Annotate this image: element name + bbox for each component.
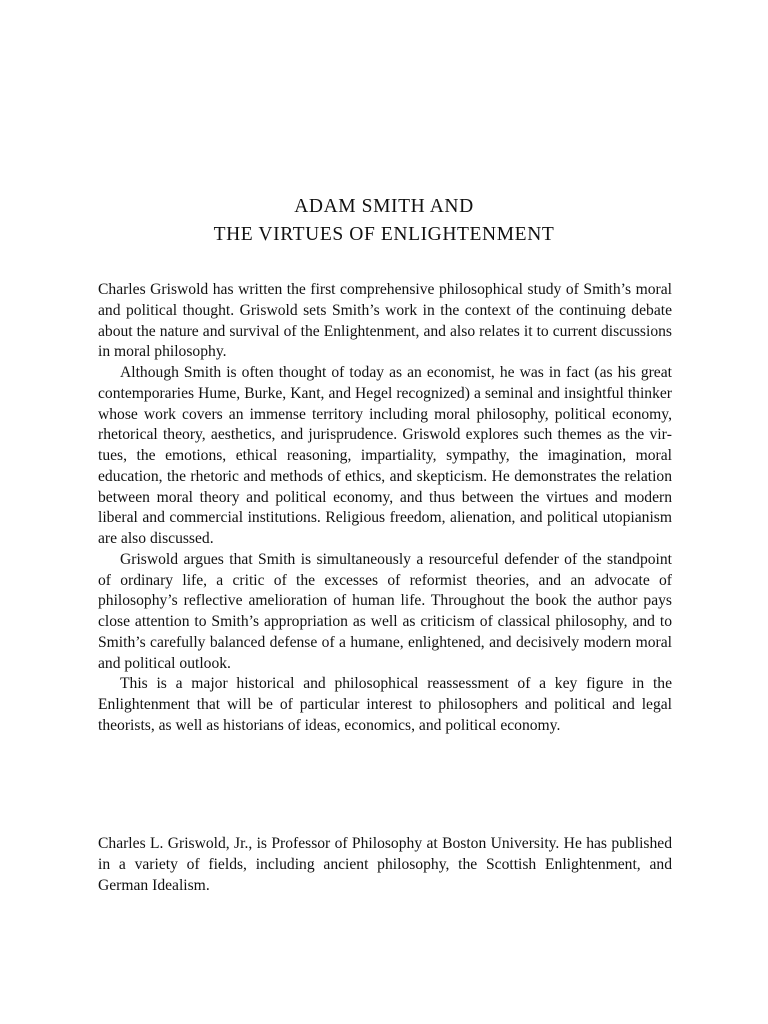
- description-paragraph-4: This is a major historical and philosophical reassessment of a key figure in the Enlightenment that will be of particular interest to philosophers and political and legal theorists, as well as historians of ideas, economics, and political economy.: [98, 675, 672, 734]
- description-paragraph-1: Charles Griswold has written the first comprehensive philosophical study of Smith’s moral and political thought. Griswold sets Smith’s work in the context of the continuing debate about the nature and survival of the Enlightenment, and also relates it to current discussions in moral philosophy.: [98, 281, 672, 361]
- author-bio: Charles L. Griswold, Jr., is Professor of Philosophy at Boston University. He has published in a variety of fields, including ancient philosophy, the Scottish Enlightenment, and German Idealism.: [98, 835, 672, 894]
- book-title: [0, 193, 768, 249]
- description-paragraph-2: Although Smith is often thought of today as an economist, he was in fact (as his great contemporaries Hume, Burke, Kant, and Hegel recognized) a seminal and insightful thinker whose work covers an immense territory including moral philosophy, political economy, rhetorical theory, aesthetics, and jurisprudence. Griswold explores such themes as the virtues, the emotions, ethical reasoning, impartiality, sympathy, the imagination, moral education, the rhetoric and methods of ethics, and skepticism. He demonstrates the relation between moral theory and political economy, and thus between the virtues and modern liberal and commercial institutions. Religious freedom, alienation, and political utopianism are also discussed.: [98, 364, 672, 547]
- book-title-line-2: THE VIRTUES OF ENLIGHTENMENT: [213, 224, 555, 245]
- book-description: [98, 280, 672, 737]
- book-title-line-1: ADAM SMITH AND: [294, 196, 474, 217]
- description-paragraph-3: Griswold argues that Smith is simultaneously a resourceful defender of the standpoint of ordinary life, a critic of the excesses of reformist theories, and an advocate of philosophy’s reflective amelioration of human life. Throughout the book the author pays close attention to Smith’s appropriation as well as criticism of classical philosophy, and to Smith’s carefully balanced defense of a humane, enlightened, and decisively modern moral and political outlook.: [98, 550, 672, 672]
